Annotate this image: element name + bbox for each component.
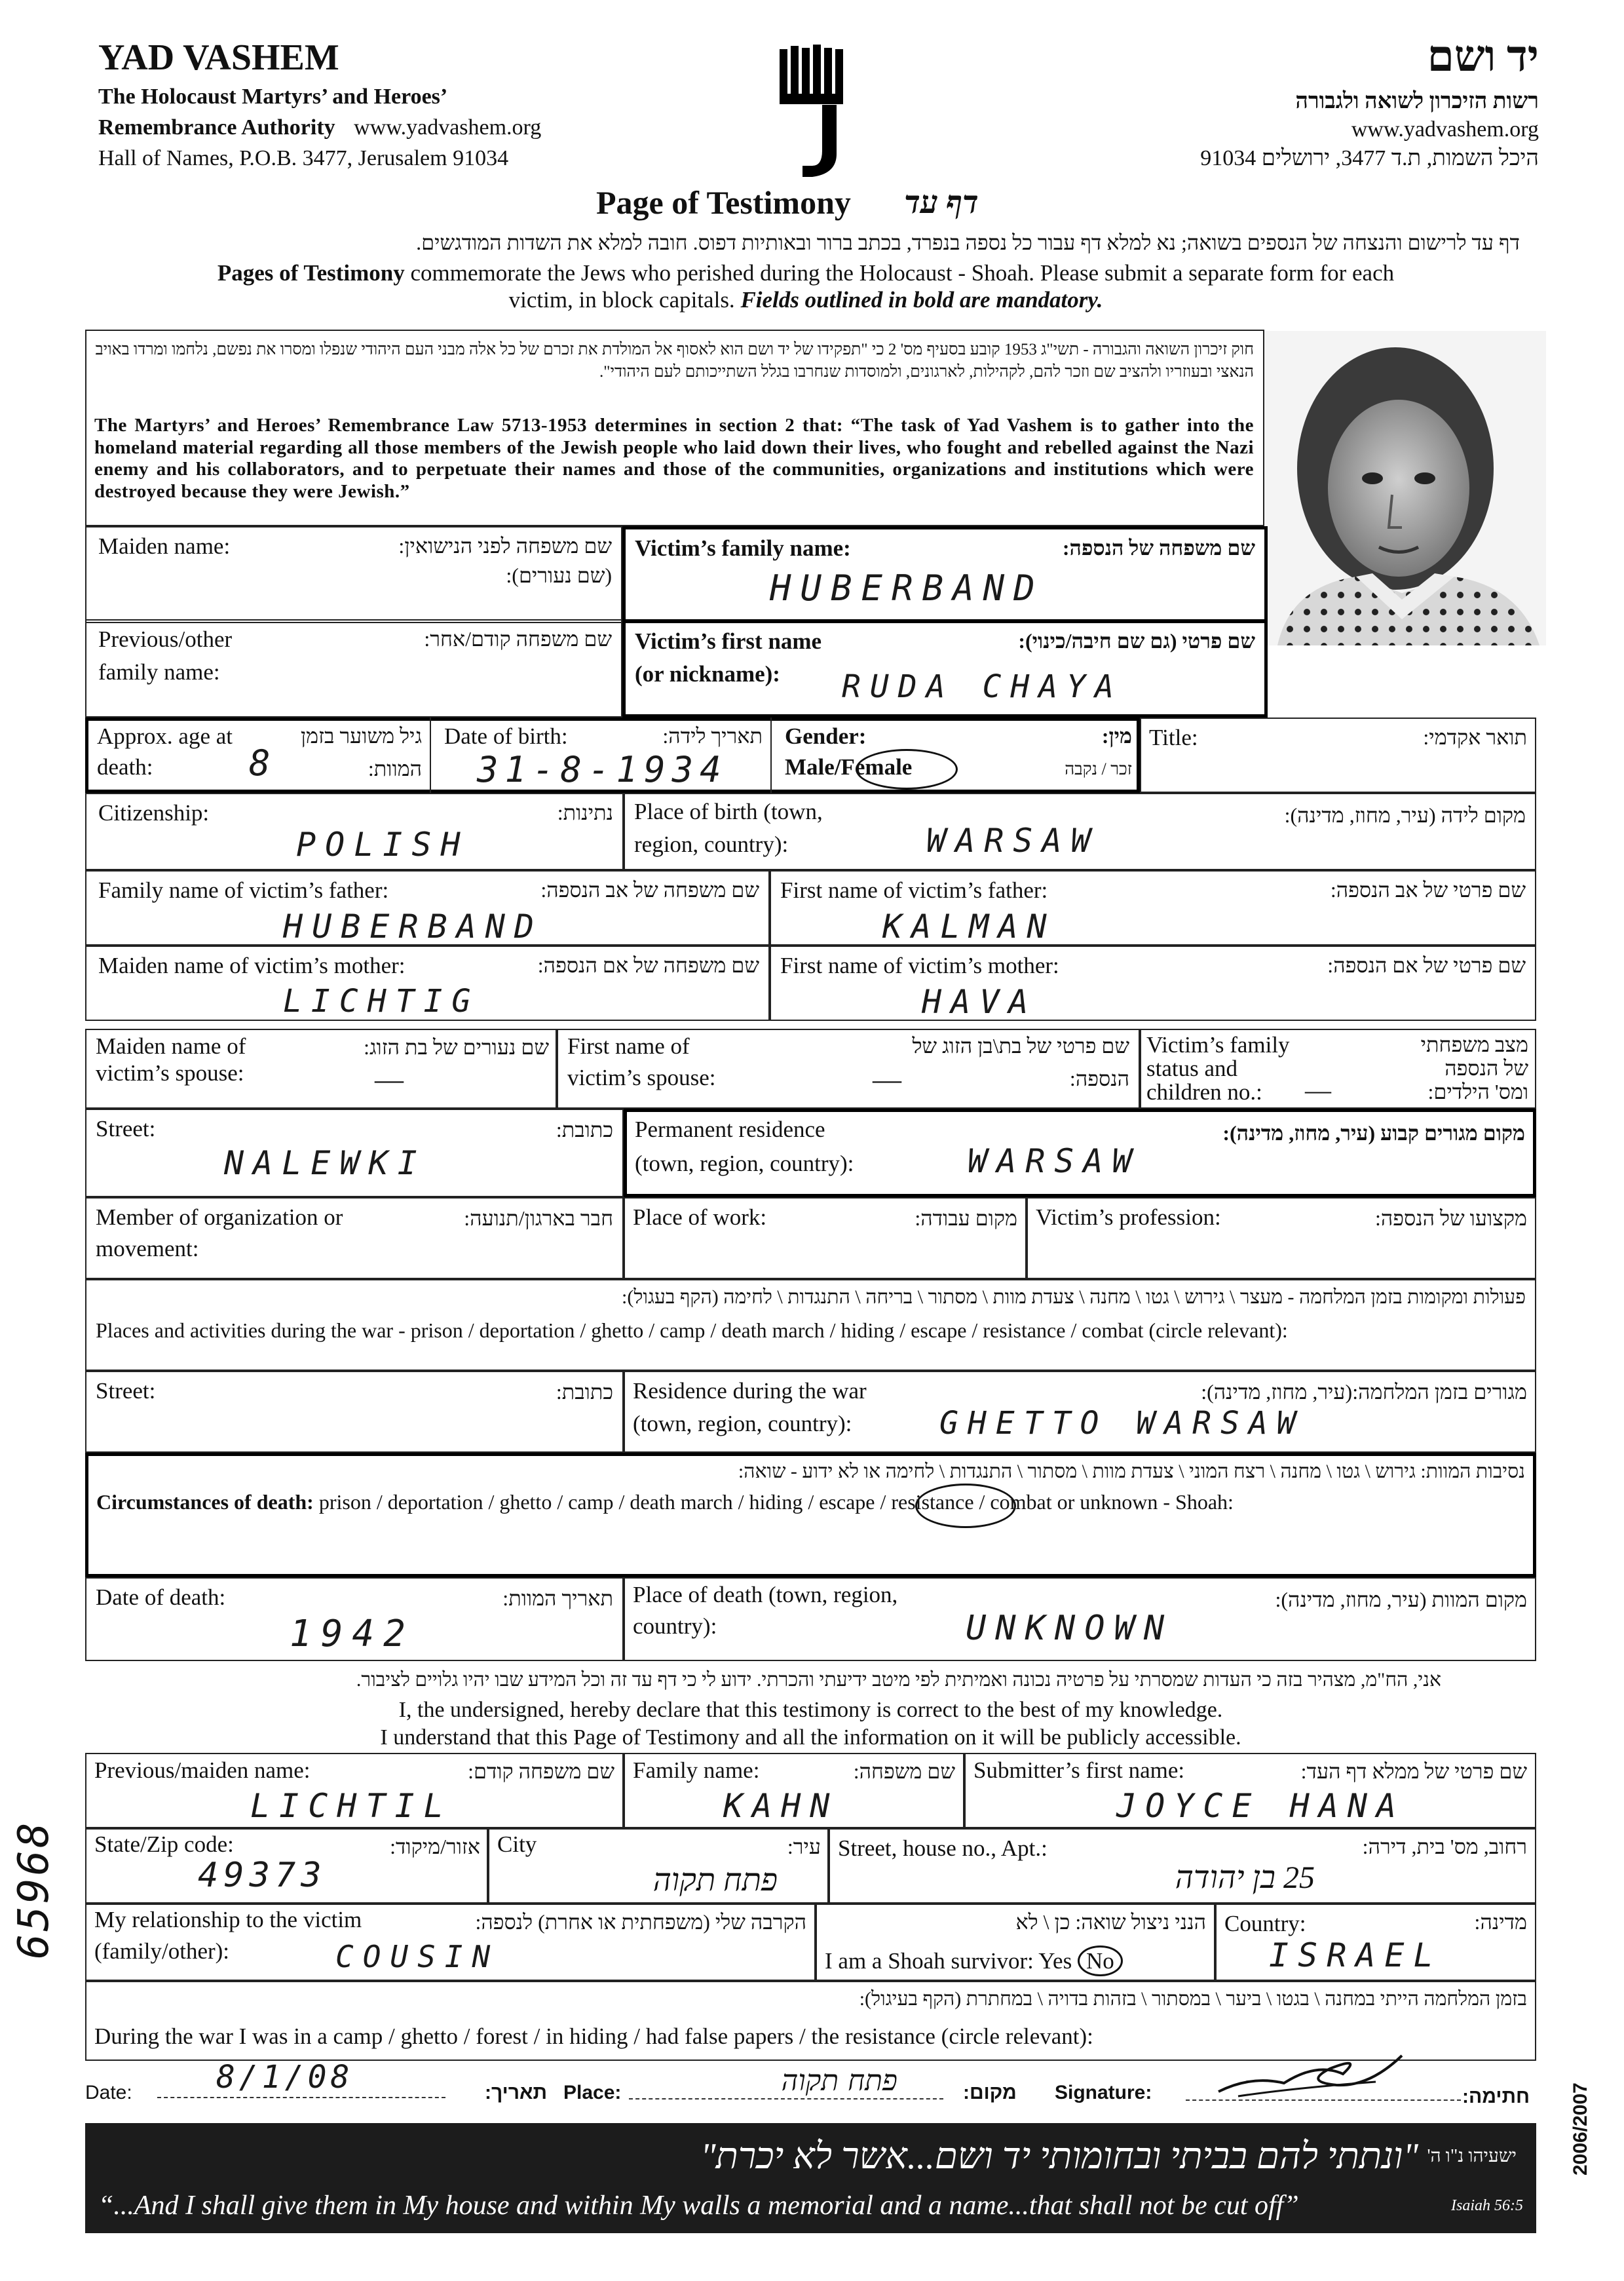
father-family-name-label-he: שם משפחה של אב הנספה: [540, 878, 759, 902]
maiden-name-label: Maiden name: [98, 533, 231, 559]
place-of-death-field[interactable]: UNKNOWN [966, 1609, 1174, 1648]
war-location-label[interactable]: During the war I was in a camp / ghetto / forest / in hiding / had false papers / the resistance (circle relevant): [94, 2023, 1093, 2049]
father-family-name-field[interactable]: HUBERBAND [283, 908, 543, 946]
submitter-first-field[interactable]: JOYCE HANA [1116, 1787, 1406, 1825]
victim-family-name-label-he: שם משפחה של הנספה: [1062, 536, 1255, 560]
circumstances-label-he: נסיבות המוות: גירוש \ גטו \ מחנה \ רצח המוני \ צעדת מוות \ מסתור \ התנגדות \ לחימה או לא ידוע - שואה: [738, 1461, 1525, 1482]
place-label: Place: [563, 2082, 622, 2103]
law-box [85, 330, 1264, 526]
date-of-death-label: Date of death: [96, 1584, 226, 1610]
family-status-label3: children no.: [1146, 1079, 1262, 1105]
spouse-maiden-name-cell [85, 1029, 557, 1109]
zip-label-he: אזור/מיקוד: [390, 1835, 480, 1858]
org-line2-he: רשות הזיכרון לשואה ולגבורה [1295, 89, 1539, 113]
website-right: www.yadvashem.org [1351, 117, 1539, 142]
org-line2: The Holocaust Martyrs’ and Heroes’ [98, 85, 448, 109]
citizenship-label: Citizenship: [98, 800, 210, 826]
country-field[interactable]: ISRAEL [1269, 1936, 1443, 1974]
instructions-text2: victim, in block capitals. [508, 287, 741, 313]
mother-maiden-name-cell [85, 946, 770, 1021]
victim-family-name-cell [622, 526, 1268, 623]
war-street-label-he: כתובת: [556, 1380, 613, 1404]
permanent-residence-cell [624, 1109, 1536, 1197]
country-cell [1215, 1904, 1536, 1981]
footer-en-quote: “...And I shall give them in My house and within My walls a memorial and a name...that shall not be cut off” [98, 2191, 1299, 2221]
victim-family-name-field[interactable]: HUBERBAND [770, 567, 1044, 609]
spouse-maiden-name-label2: victim’s spouse: [96, 1060, 244, 1086]
date-of-birth-label: Date of birth: [444, 723, 568, 749]
survivor-question[interactable] [825, 1946, 1123, 1976]
maiden-name-label-he: שם משפחה לפני הנישואין: [398, 534, 612, 558]
family-status-label-he: מצב משפחתי [1420, 1033, 1528, 1056]
spouse-first-name-cell [557, 1029, 1140, 1109]
mother-maiden-name-field[interactable]: LICHTIG [283, 983, 480, 1020]
footer-he-source: ישעיהו נ"ו ה' [1427, 2146, 1517, 2166]
place-of-work-label-he: מקום עבודה: [915, 1206, 1017, 1230]
gender-options-he: זכר / נקבה [1065, 759, 1132, 778]
street-cell [85, 1109, 624, 1197]
gender-label: Gender: [785, 723, 867, 749]
law-text-en: The Martyrs’ and Heroes’ Remembrance Law 5713-1953 determines in section 2 that: “The task of Yad Vashem is to gather into the homeland material regarding all those members of the Jewish people who laid down their lives, who fought and rebelled against the Nazi enemy and his collaborators, and to perpetuate their names and those of the communities, organizations and institutions which were destroyed because they were Jewish.” [94, 415, 1254, 502]
permanent-residence-label-he: מקום מגורים קבוע (עיר, מחוז, מדינה): [1222, 1121, 1525, 1145]
instructions-mandatory-note: Fields outlined in bold are mandatory. [740, 287, 1103, 313]
permanent-residence-label: Permanent residence [635, 1117, 825, 1142]
date-of-death-cell [85, 1577, 624, 1661]
spouse-first-name-label2: victim’s spouse: [567, 1065, 716, 1090]
relationship-label-he: הקרבה שלי (משפחתית או אחרת) לנספה: [475, 1910, 806, 1934]
victim-first-name-label2: (or nickname): [635, 661, 780, 687]
date-label-he: תאריך: [485, 2082, 548, 2103]
date-of-death-label-he: תאריך המוות: [502, 1586, 613, 1610]
survivor-label: I am a Shoah survivor: Yes [825, 1948, 1072, 1974]
zip-label: State/Zip code: [94, 1831, 234, 1857]
profession-label: Victim’s profession: [1036, 1204, 1221, 1230]
street-field[interactable]: NALEWKI [224, 1144, 426, 1182]
footer-banner [85, 2123, 1536, 2233]
date-of-birth-cell [431, 718, 772, 793]
approx-age-label-he: גיל משוער בזמן [300, 724, 422, 748]
title-cell [1140, 718, 1536, 793]
maiden-name-label-he2: (שם נעורים): [506, 564, 612, 587]
form-code: 2006/2007 [1570, 2082, 1591, 2176]
previous-family-name-label2: family name: [98, 659, 220, 685]
victim-family-name-label: Victim’s family name: [635, 535, 851, 561]
father-family-name-label: Family name of victim’s father: [98, 877, 389, 903]
place-of-work-cell [624, 1197, 1027, 1279]
place-of-death-cell [624, 1577, 1536, 1661]
war-residence-label2: (town, region, country): [633, 1411, 852, 1436]
survivor-cell [816, 1904, 1215, 1981]
mother-first-name-label-he: שם פרטי של אם הנספה: [1327, 953, 1526, 977]
mother-first-name-field[interactable]: HAVA [922, 983, 1038, 1021]
gender-label-he: מין: [1101, 724, 1132, 748]
submitter-street-field[interactable]: 25 בן יהודה [1175, 1860, 1315, 1895]
zip-field[interactable]: 49373 [198, 1856, 327, 1895]
previous-family-name-label-he: שם משפחה קודם/אחר: [424, 627, 612, 651]
profession-field[interactable] [1036, 1238, 1520, 1271]
declaration-en1: I, the undersigned, hereby declare that this testimony is correct to the best of my knowledge. [398, 1698, 1223, 1722]
org-line3: Remembrance Authority [98, 115, 335, 140]
war-activities-cell [85, 1279, 1536, 1371]
footer-he-quote: "ונתתי להם בביתי ובחומותי יד ושם...אשר לא יכרת" [700, 2136, 1418, 2177]
submitter-family-field[interactable]: KAHN [723, 1787, 839, 1825]
victim-first-name-label-he: שם פרטי (גם שם חיבה/כינוי): [1018, 629, 1255, 653]
maiden-name-field[interactable] [113, 580, 571, 616]
date-label: Date: [85, 2082, 132, 2103]
place-of-death-label: Place of death (town, region, [633, 1582, 898, 1607]
country-label-he: מדינה: [1474, 1910, 1527, 1934]
family-status-label-he3: ומס' הילדים: [1427, 1080, 1528, 1103]
war-street-cell [85, 1371, 624, 1453]
approx-age-field[interactable]: 8 [249, 742, 280, 784]
citizenship-field[interactable]: POLISH [296, 826, 470, 864]
date-of-death-field[interactable]: 1942 [290, 1613, 415, 1655]
circumstances-cell [85, 1453, 1536, 1577]
submitter-family-label: Family name: [633, 1757, 760, 1783]
submitter-first-label: Submitter’s first name: [973, 1757, 1185, 1783]
address-he: היכל השמות, ת.ד 3477, ירושלים 91034 [1200, 146, 1539, 170]
profession-label-he: מקצועו של הנספה: [1374, 1206, 1527, 1230]
permanent-residence-label2: (town, region, country): [635, 1151, 854, 1176]
family-status-cell [1140, 1029, 1536, 1109]
website-left: www.yadvashem.org [354, 115, 542, 140]
submitter-family-label-he: שם משפחה: [853, 1759, 955, 1783]
signature-row [85, 2059, 1536, 2111]
organization-label-he: חבר בארגון/תנועה: [464, 1206, 613, 1230]
citizenship-cell [85, 793, 624, 870]
zip-cell [85, 1828, 488, 1904]
city-field[interactable]: פתח תקוה [652, 1863, 778, 1898]
submitter-family-cell [624, 1753, 964, 1828]
place-of-birth-label-he: מקום לידה (עיר, מחוז, מדינה): [1284, 803, 1526, 827]
place-of-death-label-he: מקום המוות (עיר, מחוז, מדינה): [1275, 1588, 1527, 1611]
yad-vashem-logo-icon [776, 43, 848, 180]
approx-age-label-he2: המוות: [368, 757, 422, 780]
instructions-bold: Pages of Testimony [217, 260, 405, 286]
family-status-label-he2: של הנספה [1445, 1056, 1528, 1080]
place-of-birth-label2: region, country): [634, 832, 789, 857]
victim-first-name-field[interactable]: RUDA CHAYA [842, 668, 1123, 705]
submitter-maiden-field[interactable]: LICHTIL [250, 1787, 453, 1825]
previous-family-name-field[interactable] [303, 666, 604, 702]
approx-age-label2: death: [97, 754, 153, 780]
place-of-birth-cell [624, 793, 1536, 870]
submitter-maiden-cell [85, 1753, 624, 1828]
page-title: Page of Testimony [596, 184, 851, 221]
father-first-name-cell [770, 870, 1536, 946]
submitter-first-cell [964, 1753, 1536, 1828]
place-label-he: מקום: [963, 2082, 1017, 2103]
father-first-name-label-he: שם פרטי של אב הנספה: [1330, 878, 1526, 902]
page-title-he: דף עד [904, 185, 979, 220]
spouse-maiden-name-field[interactable]: — [375, 1064, 404, 1096]
spouse-maiden-name-label: Maiden name of [96, 1033, 246, 1059]
war-residence-cell [624, 1371, 1536, 1453]
war-activities-label-he: פעולות ומקומות בזמן המלחמה - מעצר \ גירוש \ גטו \ מחנה \ צעדת מוות \ מסתור \ בריחה \ התנגדות \ לחימה (הקף בעגול): [622, 1286, 1526, 1308]
spouse-first-name-label-he2: הנספה: [1069, 1067, 1129, 1090]
submitter-maiden-label: Previous/maiden name: [94, 1757, 311, 1783]
escape-circle [915, 1484, 1016, 1528]
war-residence-label: Residence during the war [633, 1378, 867, 1404]
war-activities-label[interactable]: Places and activities during the war - prison / deportation / ghetto / camp / death march / hiding / escape / resistance / combat (circle relevant): [96, 1318, 1288, 1342]
gender-cell [772, 718, 1140, 793]
circumstances-options: prison / deportation / ghetto / camp / death march / hiding / escape / resistance / combat or unknown - Shoah: [313, 1490, 1234, 1514]
declaration-en2: I understand that this Page of Testimony and all the information on it will be publicly accessible. [380, 1725, 1241, 1750]
victim-photo [1264, 331, 1546, 645]
title-field[interactable] [1149, 757, 1522, 790]
father-first-name-field[interactable]: KALMAN [882, 908, 1056, 946]
citizenship-label-he: נתינות: [557, 801, 613, 824]
survivor-no-circle[interactable]: No [1078, 1946, 1123, 1976]
submitter-street-label-he: רחוב, מס' בית, דירה: [1362, 1835, 1527, 1858]
title-label: Title: [1149, 725, 1198, 750]
father-first-name-label: First name of victim’s father: [780, 877, 1048, 903]
date-of-birth-label-he: תאריך לידה: [662, 724, 763, 748]
place-of-birth-field[interactable]: WARSAW [926, 822, 1100, 860]
footer-en-source: Isaiah 56:5 [1451, 2197, 1523, 2214]
family-status-label2: status and [1146, 1056, 1238, 1081]
approx-age-label: Approx. age at [97, 723, 233, 749]
relationship-label2: (family/other): [94, 1938, 230, 1964]
city-label-he: עיר: [787, 1835, 821, 1858]
victim-first-name-cell [622, 619, 1268, 718]
gender-options[interactable]: Male/Female [785, 754, 913, 780]
war-location-label-he: בזמן המלחמה הייתי במחנה \ בגטו \ ביער \ במסתור \ בזהות בדויה \ במחתרת (הקף בעיגול): [859, 1988, 1527, 2010]
relationship-cell [85, 1904, 816, 1981]
org-line3-row [98, 115, 541, 141]
instructions-text: commemorate the Jews who perished during the Holocaust - Shoah. Please submit a separate form for each [404, 260, 1395, 286]
relationship-label: My relationship to the victim [94, 1907, 362, 1932]
mother-first-name-label: First name of victim’s mother: [780, 953, 1059, 978]
law-text-he: חוק זיכרון השואה והגבורה - תשי"ג 1953 קובע בסעיף מס' 2 כי "תפקידו של יד ושם הוא לאסוף אל המולדת את זכרם של כל אלה מבני העם היהודי שנפלו ומסרו את נפשם, נלחמו ומרדו באויב הנאצי ובעוזריו ולהציב שם וזכר להם, לקהילות, לארגונים, ולמוסדות שנחרבו בגלל השתייכותם לעם היהודי". [95, 341, 1254, 381]
war-street-field[interactable] [126, 1411, 597, 1444]
place-field[interactable]: פתח תקוה [781, 2064, 897, 2098]
street-label-he: כתובת: [556, 1118, 613, 1141]
gender-female-circle [856, 749, 958, 790]
relationship-field[interactable]: COUSIN [335, 1939, 500, 1974]
city-cell [488, 1828, 829, 1904]
place-of-death-label2: country): [633, 1613, 717, 1639]
war-street-label: Street: [96, 1378, 156, 1404]
street-label: Street: [96, 1116, 156, 1141]
organization-field[interactable] [257, 1238, 597, 1271]
address-en: Hall of Names, P.O.B. 3477, Jerusalem 91034 [98, 146, 509, 170]
instructions-en [92, 259, 1520, 314]
org-name-he: יד ושם [1427, 33, 1539, 81]
submitter-street-label: Street, house no., Apt.: [838, 1835, 1048, 1861]
war-residence-field[interactable]: GHETTO WARSAW [939, 1405, 1305, 1442]
place-of-birth-label: Place of birth (town, [634, 799, 823, 824]
circumstances-label-bold: Circumstances of death: [96, 1490, 314, 1514]
submitter-first-label-he: שם פרטי של ממלא דף העד: [1300, 1759, 1527, 1783]
place-of-work-field[interactable] [633, 1238, 1013, 1271]
city-label: City [497, 1831, 537, 1857]
survivor-label-he: הנני ניצול שואה: כן \ לא [1015, 1910, 1206, 1934]
circumstances-label[interactable] [96, 1490, 1234, 1515]
date-field[interactable]: 8/1/08 [216, 2059, 354, 2096]
profession-cell [1027, 1197, 1536, 1279]
victim-first-name-label: Victim’s first name [635, 628, 822, 654]
maiden-name-cell [85, 526, 622, 623]
organization-label: Member of organization or [96, 1204, 343, 1230]
place-of-work-label: Place of work: [633, 1204, 767, 1230]
mother-maiden-name-label: Maiden name of victim’s mother: [98, 953, 406, 978]
signature-label: Signature: [1055, 2082, 1152, 2103]
mother-first-name-cell [770, 946, 1536, 1021]
previous-family-name-label: Previous/other [98, 626, 233, 652]
approx-age-cell [85, 718, 431, 793]
date-of-birth-field[interactable]: 31-8-1934 [477, 749, 728, 790]
permanent-residence-field[interactable]: WARSAW [968, 1142, 1141, 1180]
org-name: YAD VASHEM [98, 37, 339, 78]
title-label-he: תואר אקדמי: [1423, 725, 1527, 749]
family-status-label: Victim’s family [1146, 1032, 1290, 1058]
spouse-first-name-label: First name of [567, 1033, 690, 1059]
declaration-he: אני, הח"מ, מצהיר בזה כי העדות שמסרתי על פרטיה נכונה ואמיתית לפי מיטב ידיעתי והכרתי. ידוע לי כי דף עד זה וכל המידע שבו יהיו גלויים לציבור. [356, 1669, 1441, 1691]
spouse-first-name-label-he: שם פרטי של בת\בן הזוג של [912, 1034, 1129, 1058]
signature-label-he: חתימה: [1462, 2086, 1530, 2107]
spouse-maiden-name-label-he: שם נעורים של בת הזוג: [364, 1035, 549, 1059]
spouse-first-name-field[interactable]: — [873, 1064, 901, 1096]
country-label: Country: [1224, 1911, 1306, 1936]
family-status-field[interactable]: — [1305, 1075, 1331, 1105]
organization-label2: movement: [96, 1236, 199, 1261]
instructions-he: דף עד לרישום והנצחה של הנספים בשואה; נא למלא דף עבור כל נספה בנפרד, בכתב ברור ובאותיות דפוס. חובה למלא את השדות המודגשים. [416, 231, 1520, 254]
organization-cell [85, 1197, 624, 1279]
war-residence-label-he: מגורים בזמן המלחמה:(עיר, מחוז, מדינה): [1201, 1380, 1527, 1404]
signature-scribble[interactable] [1212, 2042, 1408, 2105]
submitter-maiden-label-he: שם משפחה קודם: [468, 1759, 614, 1783]
previous-family-name-cell [85, 619, 622, 718]
mother-maiden-name-label-he: שם משפחה של אם הנספה: [537, 953, 759, 977]
submitter-street-cell [829, 1828, 1536, 1904]
margin-number: 65968 [10, 1820, 58, 1959]
father-family-name-cell [85, 870, 770, 946]
